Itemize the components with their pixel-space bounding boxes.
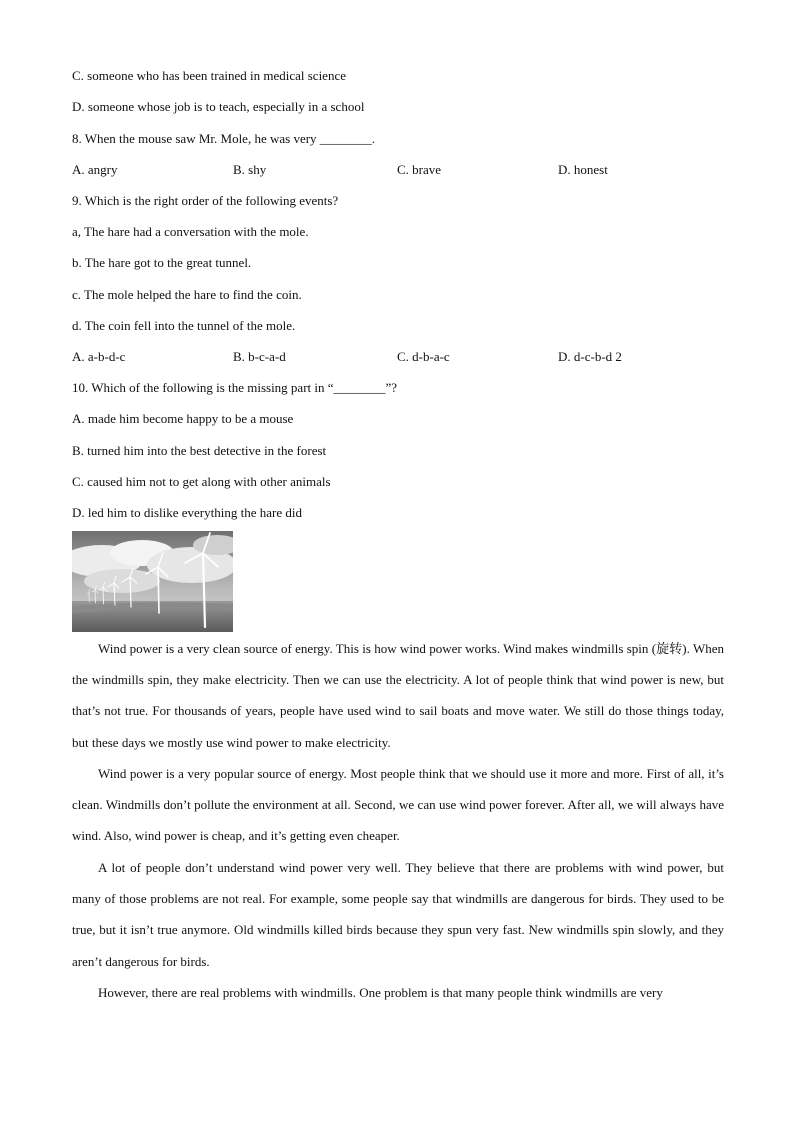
q8-option-c: C. brave (397, 162, 442, 177)
q9-event-c: c. The mole helped the hare to find the coin. (72, 287, 302, 302)
paragraph-1-text: Wind power is a very clean source of energy. This is how wind power works. Wind makes windmills spin (旋转). When the windmills spin, they make electricity. Then we can use the electricity. A lot of people think that wind power is new, but that’s not true. For thousands of years, people have used wind to sail boats and move water. We still do those things today, but these days we mostly use wind power to make electricity. (72, 641, 724, 750)
paragraph-2-text: Wind power is a very popular source of energy. Most people think that we should use it more and more. First of all, it’s clean. Windmills don’t pollute the environment at all. Second, we can use wind power forever. After all, we will always have wind. Also, wind power is cheap, and it’s getting even cheaper. (72, 766, 724, 844)
paragraph-4-text: However, there are real problems with windmills. One problem is that many people think windmills are very (98, 985, 663, 1000)
q9-stem: 9. Which is the right order of the following events? (72, 193, 339, 208)
q9-option-b: B. b-c-a-d (233, 349, 286, 364)
q8-stem: 8. When the mouse saw Mr. Mole, he was very ________. (72, 131, 376, 146)
wind-turbines-photo (72, 531, 233, 632)
q10-option-c: C. caused him not to get along with other animals (72, 474, 331, 489)
q7-option-c: C. someone who has been trained in medical science (72, 68, 346, 83)
paragraph-3-text: A lot of people don’t understand wind power very well. They believe that there are problems with wind power, but many of those problems are not real. For example, some people say that windmills are dangerous for birds. They used to be true, but it isn’t true anymore. Old windmills killed birds because they spun very fast. New windmills spin slowly, and they aren’t dangerous for birds. (72, 860, 724, 969)
q9-event-d: d. The coin fell into the tunnel of the mole. (72, 318, 296, 333)
q8-option-b: B. shy (233, 162, 267, 177)
q10-option-b: B. turned him into the best detective in the forest (72, 443, 327, 458)
q9-option-a: A. a-b-d-c (72, 349, 126, 364)
q10-stem: 10. Which of the following is the missing part in “________”? (72, 380, 398, 395)
passage-paragraph-2 (72, 758, 724, 852)
q9-event-b: b. The hare got to the great tunnel. (72, 255, 252, 270)
q9-event-a: a, The hare had a conversation with the mole. (72, 224, 309, 239)
q8-option-d: D. honest (558, 162, 608, 177)
passage-paragraph-4 (72, 977, 724, 1008)
q9-option-c: C. d-b-a-c (397, 349, 450, 364)
q10-option-d: D. led him to dislike everything the hare did (72, 505, 302, 520)
q7-option-d: D. someone whose job is to teach, especially in a school (72, 99, 365, 114)
q10-option-a: A. made him become happy to be a mouse (72, 411, 294, 426)
passage-paragraph-3 (72, 852, 724, 977)
passage-paragraph-1 (72, 633, 724, 758)
q9-option-d: D. d-c-b-d 2 (558, 349, 622, 364)
q8-option-a: A. angry (72, 162, 118, 177)
